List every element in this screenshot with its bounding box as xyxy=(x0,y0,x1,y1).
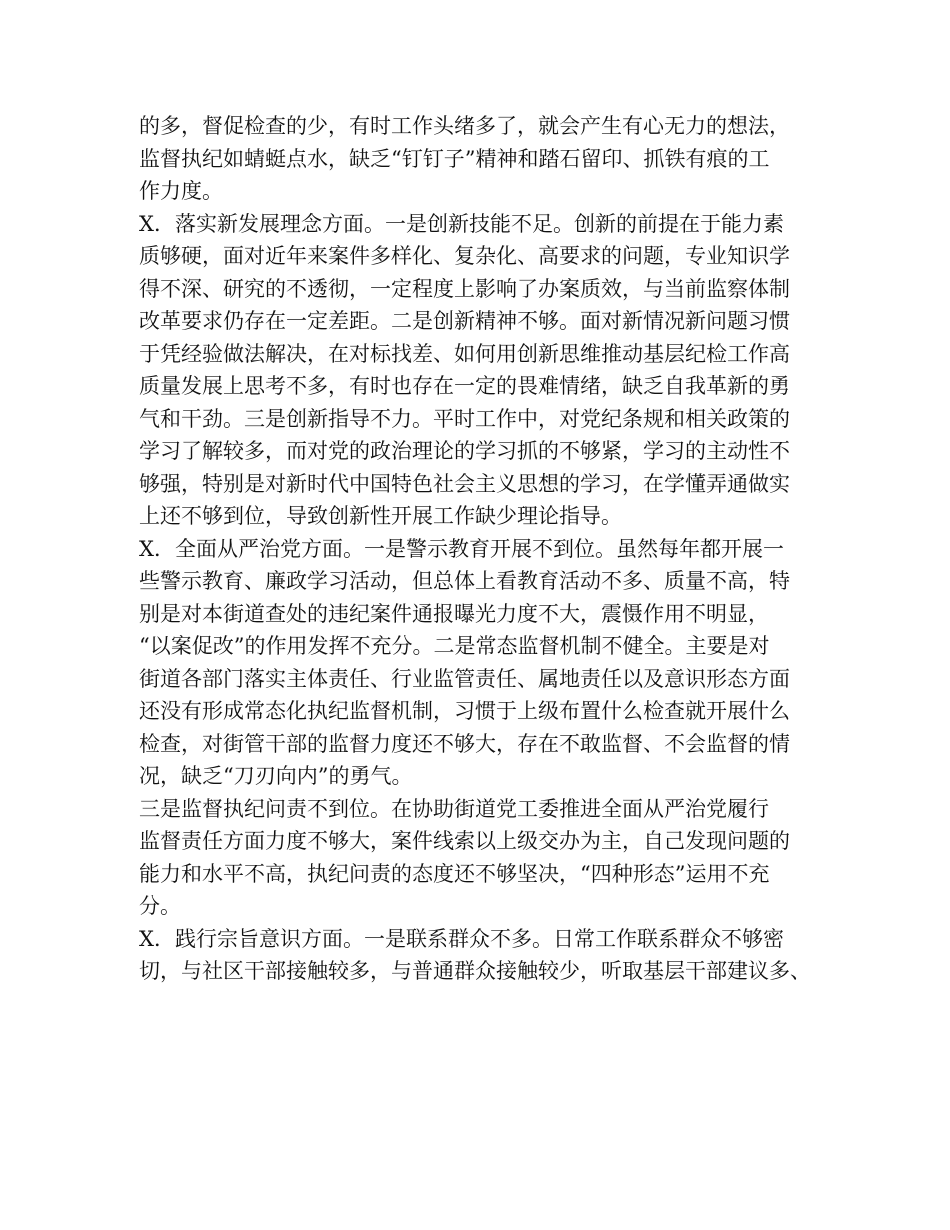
text-line: X．全面从严治党方面。一是警示教育开展不到位。虽然每年都开展一 xyxy=(139,536,784,561)
text-line: 得不深、研究的不透彻，一定程度上影响了办案质效，与当前监察体制 xyxy=(139,276,790,301)
text-line: X．践行宗旨意识方面。一是联系群众不多。日常工作联系群众不够密 xyxy=(139,926,784,951)
text-line: 质量发展上思考不多，有时也存在一定的畏难情绪，缺乏自我革新的勇 xyxy=(139,374,790,398)
text-line: 监督执纪如蜻蜓点水，缺乏“钉钉子”精神和踏石留印、抓铁有痕的工 xyxy=(139,146,770,171)
text-line: 三是监督执纪问责不到位。在协助街道党工委推进全面从严治党履行 xyxy=(139,796,769,821)
text-line: 的多，督促检查的少，有时工作头绪多了，就会产生有心无力的想法， xyxy=(139,114,790,138)
text-line: 检查，对街管干部的监督力度还不够大，存在不敢监督、不会监督的情 xyxy=(139,731,790,756)
text-line: 学习了解较多，而对党的政治理论的学习抓的不够紧，学习的主动性不 xyxy=(139,439,790,463)
text-line: 作力度。 xyxy=(139,179,223,203)
text-line: “以案促改”的作用发挥不充分。二是常态监督机制不健全。主要是对 xyxy=(139,634,770,658)
text-line: 够强，特别是对新时代中国特色社会主义思想的学习，在学懂弄通做实 xyxy=(139,471,790,496)
body-text xyxy=(139,110,829,988)
text-line: 别是对本街道查处的违纪案件通报曝光力度不大，震慑作用不明显， xyxy=(139,601,769,626)
text-line: 于凭经验做法解决，在对标找差、如何用创新思维推动基层纪检工作高 xyxy=(139,341,790,366)
text-line: 上还不够到位，导致创新性开展工作缺少理论指导。 xyxy=(139,504,622,528)
text-line: X．落实新发展理念方面。一是创新技能不足。创新的前提在于能力素 xyxy=(139,211,784,236)
text-line: 街道各部门落实主体责任、行业监管责任、属地责任以及意识形态方面 xyxy=(139,666,790,691)
text-line: 况，缺乏“刀刃向内”的勇气。 xyxy=(139,764,413,788)
text-line: 些警示教育、廉政学习活动，但总体上看教育活动不多、质量不高，特 xyxy=(139,569,790,593)
text-line: 质够硬，面对近年来案件多样化、复杂化、高要求的问题，专业知识学 xyxy=(139,244,790,268)
text-line: 分。 xyxy=(139,894,181,918)
text-line: 气和干劲。三是创新指导不力。平时工作中，对党纪条规和相关政策的 xyxy=(139,406,790,431)
text-line: 改革要求仍存在一定差距。二是创新精神不够。面对新情况新问题习惯 xyxy=(139,309,790,333)
text-line: 能力和水平不高，执纪问责的态度还不够坚决，“四种形态”运用不充 xyxy=(139,861,770,886)
text-line: 监督责任方面力度不够大，案件线索以上级交办为主，自己发现问题的 xyxy=(139,829,790,853)
text-line: 还没有形成常态化执纪监督机制，习惯于上级布置什么检查就开展什么 xyxy=(139,699,790,723)
text-line: 切，与社区干部接触较多，与普通群众接触较少，听取基层干部建议多、 xyxy=(139,959,811,983)
